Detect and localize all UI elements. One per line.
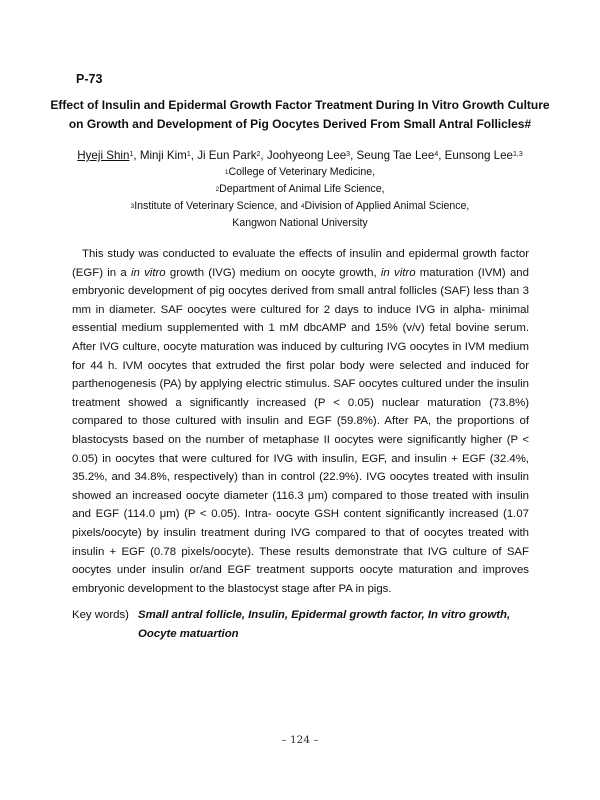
author-name: Joohyeong Lee [266,149,347,162]
affiliation-text: Department of Animal Life Science, [219,183,385,195]
author-affiliation-mark: 3 [346,151,351,158]
affiliation-mark: 2 [215,186,220,193]
author-separator: , [190,149,198,162]
affiliation-mark: 3 [130,203,135,210]
paper-id: P-73 [76,72,103,86]
author-name: Minji Kim [139,149,187,162]
abstract-italic: in vitro [130,266,166,279]
title-line-1: Effect of Insulin and Epidermal Growth Factor Treatment During In Vitro Growth Culture [50,98,550,112]
title-line-2: on Growth and Development of Pig Oocytes Derived From Small Antral Follicles# [68,117,532,131]
author-separator: , [438,149,445,162]
university: Kangwon National University [232,217,368,229]
author-separator: , [350,149,357,162]
affiliations [40,164,560,232]
affiliation-text: Division of Applied Animal Science, [304,200,470,212]
paper-title [40,96,560,134]
affiliation-text: College of Veterinary Medicine, [228,166,376,178]
abstract-text: growth (IVG) medium on oocyte growth, [165,266,381,279]
author-separator: , [133,149,140,162]
affiliation-mark: 1 [224,169,229,176]
author-affiliation-mark: 4 [434,151,439,158]
author-affiliation-mark: 1 [186,151,191,158]
author-name: Eunsong Lee [444,149,514,162]
author-name: Seung Tae Lee [356,149,435,162]
page-number: – 124 – [281,734,319,746]
author-name: Hyeji Shin [77,149,130,162]
abstract-italic: in vitro [380,266,416,279]
author-affiliation-mark: 2 [256,151,261,158]
author-list [40,147,560,165]
affiliation-text: Institute of Veterinary Science, and [134,200,301,212]
affiliation-3-4 [40,198,560,215]
affiliation-2 [40,181,560,198]
affiliation-1 [40,164,560,181]
affiliation-mark: 4 [300,203,305,210]
abstract-text: This study was conducted to evaluate the effects of insulin and epidermal growth factor (EGF) in a [72,248,529,279]
abstract-body [72,245,529,598]
author-affiliation-mark: 1 [129,151,134,158]
keywords-label: Key words) [72,609,129,621]
author-separator: , [260,149,267,162]
keywords-text: Small antral follicle, Insulin, Epidermal growth factor, In vitro growth, Oocyte matuartion [138,609,511,640]
author-name: Ji Eun Park [197,149,257,162]
author-affiliation-mark: 1,3 [513,151,523,158]
abstract-text: maturation (IVM) and embryonic development of pig oocytes derived from small antral follicles (SAF) less than 3 mm in diameter. SAF oocytes were cultured for 2 days to induce IVG in alpha- minimal essential medium supplemented with 1 mM dbcAMP and 15% (v/v) fetal bovine serum. After IVG culture, oocyte maturation was induced by culturing IVG oocytes in IVM medium for 44 h. IVM oocytes that extruded the first polar body were selected and induced for parthenogenesis (PA) by applying electric stimulus. SAF oocytes cultured under the insulin treatment showed a significantly increased (P < 0.05) nuclear maturation (73.8%) compared to those cultured with insulin and EGF (59.8%). After PA, the proportions of blastocysts based on the number of metaphase II oocytes were significantly higher (P < 0.05) in oocytes that were cultured for IVG with insulin, EGF, and insulin + EGF (32.4%, 35.2%, and 34.8%, respectively) than in control (22.9%). IVG oocytes treated with insulin showed an increased oocyte diameter (116.3 μm) compared to those treated with insulin and EGF (114.0 μm) (P < 0.05). Intra- oocyte GSH content significantly increased (1.07 pixels/oocyte) by insulin treatment during IVG compared to that of oocytes treated with insulin + EGF (0.78 pixels/oocyte). These results demonstrate that IVG culture of SAF oocytes under insulin or/and EGF treatment supports oocyte maturation and improves embryonic development to the blastocyst stage after PA in pigs. [72,266,529,595]
